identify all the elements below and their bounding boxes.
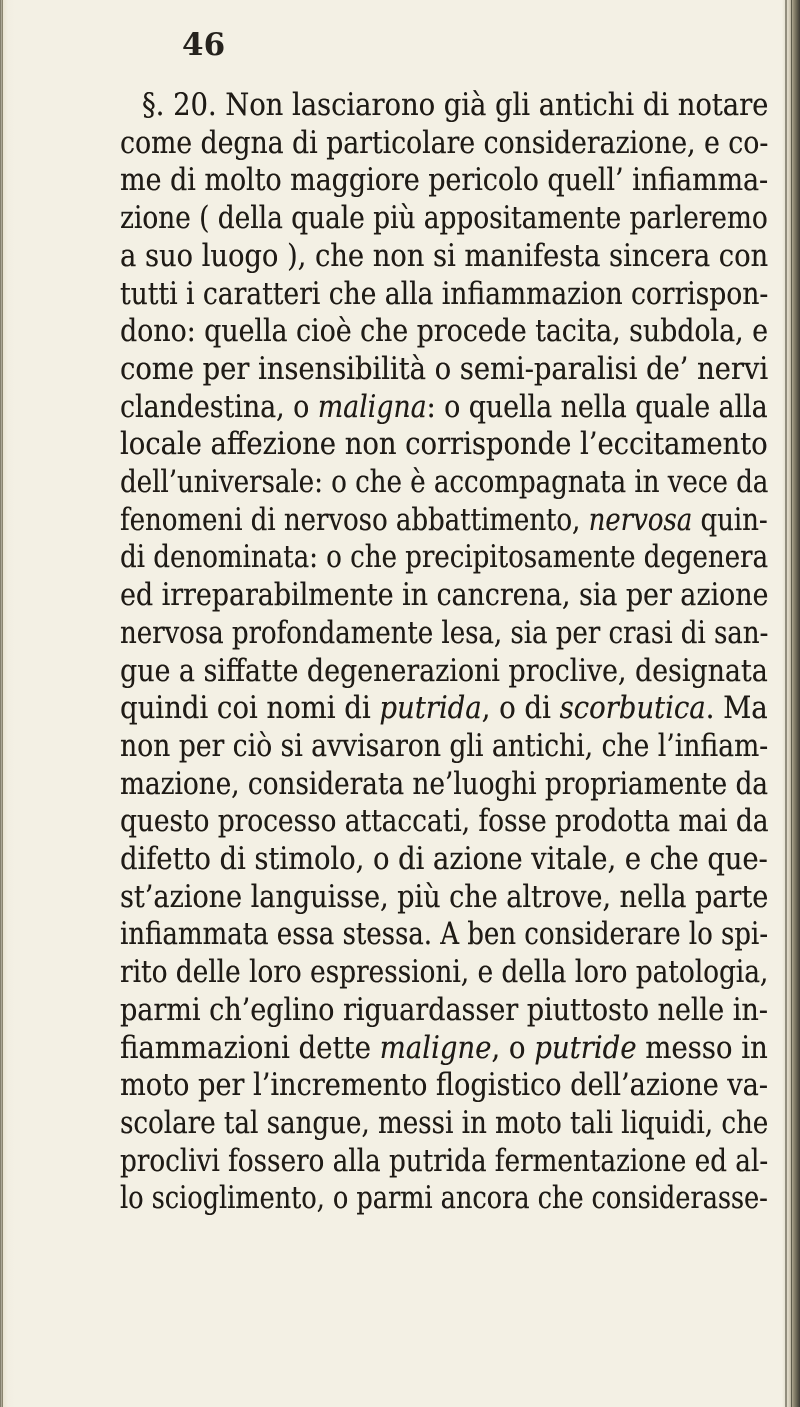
text-line <box>120 350 768 390</box>
text-segment: di denominata: o che precipitosamente degenera <box>120 540 768 576</box>
text-segment: questo processo attaccati, fosse prodotta mai da <box>120 804 769 840</box>
gutter-line-secondary <box>791 0 792 1407</box>
text-line <box>120 915 768 955</box>
text-line <box>120 614 768 654</box>
text-line <box>120 124 768 164</box>
text-segment: st’azione languisse, più che altrove, nella parte <box>120 879 769 915</box>
text-segment: : o quella nella quale alla <box>426 389 768 425</box>
text-segment: . Ma <box>705 691 768 727</box>
text-segment: dono: quella cioè che procede tacita, subdola, e <box>120 314 768 350</box>
text-line <box>120 199 768 239</box>
text-line <box>120 576 768 616</box>
text-segment: quindi coi nomi di <box>120 691 380 727</box>
text-segment: fenomeni di nervoso abbattimento, <box>120 502 589 538</box>
text-line <box>120 237 768 277</box>
text-line <box>120 652 768 692</box>
body-text <box>120 86 769 1217</box>
text-segment: mazione, considerata ne’luoghi propriamente da <box>120 766 768 802</box>
italic-text: maligne <box>379 1030 492 1066</box>
text-segment: ed irreparabilmente in cancrena, sia per azione <box>120 578 769 614</box>
text-segment: me di molto maggiore pericolo quell’ infiamma- <box>120 163 769 199</box>
text-segment: nervosa profondamente lesa, sia per crasi di san- <box>120 615 769 651</box>
text-line <box>120 689 768 729</box>
text-segment: zione ( della quale più appositamente parleremo <box>120 201 768 237</box>
gutter-line <box>785 0 787 1407</box>
text-segment: non per ciò si avvisaron gli antichi, che l’infiam- <box>120 728 769 764</box>
page-left-edge <box>0 0 16 1407</box>
italic-text: scorbutica <box>559 691 706 727</box>
text-line <box>120 1029 768 1069</box>
italic-text: nervosa <box>588 502 693 538</box>
text-line <box>120 991 768 1031</box>
text-segment: locale affezione non corrisponde l’eccitamento <box>120 427 768 463</box>
text-segment: a suo luogo ), che non si manifesta sincera con <box>120 238 769 274</box>
page-number: 46 <box>182 27 226 63</box>
text-segment: clandestina, o <box>120 389 318 425</box>
text-segment: come per insensibilità o semi-paralisi de’ nervi <box>120 351 769 387</box>
italic-text: putride <box>534 1030 637 1066</box>
text-segment: gue a siffatte degenerazioni proclive, designata <box>120 653 768 689</box>
text-segment: proclivi fossero alla putrida fermentazione ed al- <box>120 1143 769 1179</box>
text-segment: messo in <box>636 1030 768 1066</box>
text-segment: §. 20. Non lasciarono già gli antichi di notare <box>142 88 769 123</box>
text-line <box>120 312 768 352</box>
text-line <box>120 501 768 541</box>
text-segment: lo scioglimento, o parmi ancora che considerasse- <box>120 1181 768 1217</box>
text-segment: scolare tal sangue, messi in moto tali liquidi, che <box>120 1105 769 1141</box>
italic-text: putrida <box>379 691 482 727</box>
text-line <box>120 1142 768 1182</box>
text-line <box>120 840 768 880</box>
text-segment: tutti i caratteri che alla infiammazion corrispon- <box>120 276 769 312</box>
text-segment: moto per l’incremento flogistico dell’azione va- <box>120 1068 768 1104</box>
text-segment: come degna di particolare considerazione, e co- <box>120 125 769 161</box>
text-segment: , o <box>491 1030 535 1066</box>
text-line <box>120 538 768 578</box>
text-line <box>120 727 768 767</box>
text-segment: rito delle loro espressioni, e della loro patologia, <box>120 955 769 991</box>
text-segment: , o di <box>481 691 560 727</box>
text-line <box>120 275 768 315</box>
text-line <box>120 1179 768 1219</box>
text-line <box>120 953 768 993</box>
text-line <box>120 425 768 465</box>
text-line <box>120 1066 768 1106</box>
text-segment: quin- <box>692 502 768 538</box>
text-segment: dell’universale: o che è accompagnata in vece da <box>120 465 769 500</box>
text-line <box>120 802 768 842</box>
italic-text: maligna <box>317 389 427 425</box>
text-segment: parmi ch’eglino riguardasser piuttosto nelle in- <box>120 992 768 1028</box>
text-line <box>142 86 768 126</box>
text-segment: difetto di stimolo, o di azione vitale, e che que- <box>120 842 768 877</box>
text-segment: fiammazioni dette <box>120 1030 380 1066</box>
text-line <box>120 161 768 201</box>
text-line <box>120 878 768 918</box>
text-line <box>120 765 768 805</box>
text-line <box>120 463 768 503</box>
text-line <box>120 1104 768 1144</box>
text-segment: infiammata essa stessa. A ben considerare lo spi- <box>120 917 768 953</box>
text-line <box>120 388 768 428</box>
